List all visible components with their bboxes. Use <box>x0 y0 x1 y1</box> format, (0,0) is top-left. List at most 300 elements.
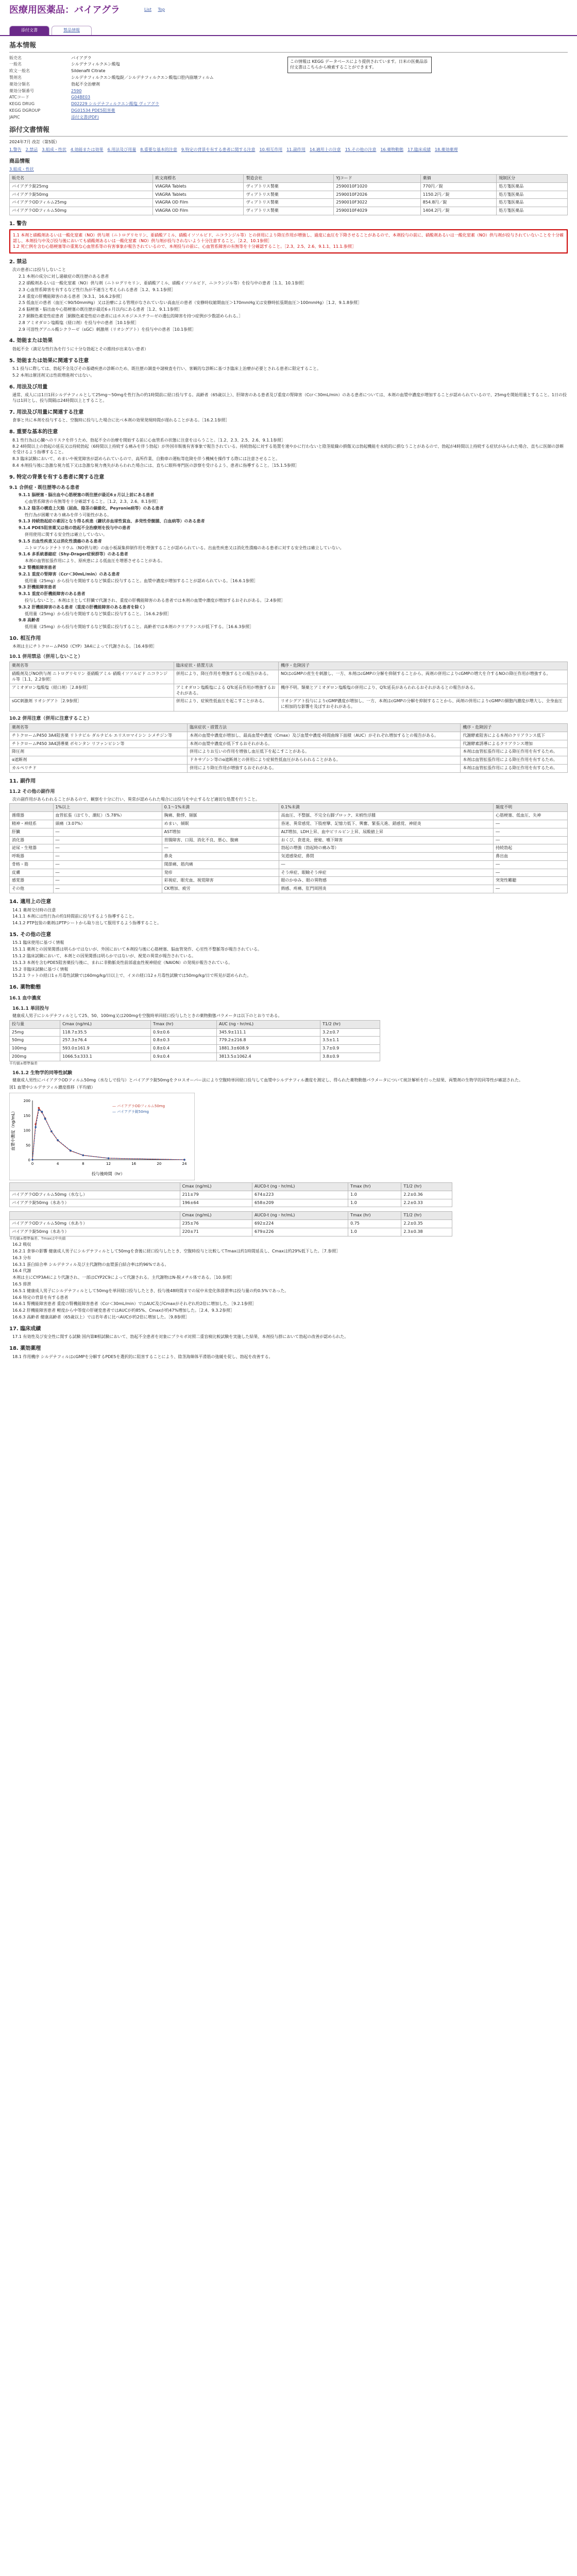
table-cell: 679±226 <box>252 1228 348 1236</box>
table-cell: ― <box>53 885 162 893</box>
toc-link[interactable]: 8.重要な基本的注意 <box>140 147 177 152</box>
list-item: 16.5 排泄 <box>12 1281 31 1286</box>
table-cell: 200mg <box>10 1053 60 1061</box>
table-header: Tmax (hr) <box>348 1182 401 1191</box>
table-cell: 257.3±76.4 <box>60 1037 151 1045</box>
table-cell: 本剤の血漿中濃度が増加し、最高血漿中濃度（Cmax）及び血漿中濃度-時間曲線下面積（AUC）がそれぞれ増加するとの報告がある。 <box>188 732 461 740</box>
toc-link[interactable]: 2.禁忌 <box>25 147 38 152</box>
table-cell: 発疹 <box>162 869 279 877</box>
list-item: 15.1.3 本剤を含むPDE5阻害薬投与後に、まれに非動脈炎性前部虚血性視神経症（NAION）の発現が報告されている。 <box>12 960 233 965</box>
data-point <box>38 1107 40 1109</box>
pharm-text: 18.1 作用機序 シルデナフィルはcGMPを分解するPDE5を選択的に阻害することにより、陰茎海綿体平滑筋の弛緩を促し、勃起を改善する。 <box>12 1354 273 1359</box>
table-cell: 併用によりお互いの作用を増強し血圧低下を起こすことがある。 <box>188 748 461 756</box>
special-heading: 9.1.5 出血性疾患又は消化性潰瘍のある患者 <box>19 538 102 544</box>
data-point <box>31 1159 33 1161</box>
toc-link[interactable]: 10.相互作用 <box>259 147 283 152</box>
table-cell: 658±209 <box>252 1199 348 1207</box>
pk-sub11: 16.1.1 単回投与 <box>12 1006 49 1011</box>
pk-text12: 健康成人男性にバイアグラODフィルム50mg（水なしで投与）とバイアグラ錠50mgをクロスオーバー法により空腹時単回経口投与して血漿中シルデナフィル濃度を測定し、得られた薬物動態パラメータについて統計解析を行った結果、両製剤の生物学的同等性が確認された。 <box>12 1078 523 1083</box>
special-heading: 9.3 肝機能障害患者 <box>19 585 56 590</box>
other-list <box>9 940 568 979</box>
table-cell: 処方箋医薬品 <box>497 199 568 207</box>
list-item: 8.4 本剤投与後に急激な視力低下又は急激な視力喪失があらわれた場合には、直ちに眼科専門医の診察を受けるよう、患者に指導すること。［15.1.5参照］ <box>12 463 299 468</box>
table-cell: 機序不明。類薬とアミオダロン塩酸塩の併用により、QTc延長があらわれるおそれがあるとの報告がある。 <box>278 684 567 698</box>
toc-link[interactable]: 9.特定の背景を有する患者に関する注意 <box>181 147 256 152</box>
table-cell: NOはcGMPの産生を刺激し、一方、本剤はcGMPの分解を抑制することから、両剤の併用によりcGMPの増大を介するNOの降圧作用が増強する。 <box>278 670 567 684</box>
basic-key: 薬効分類番号 <box>9 88 34 93</box>
basic-value: バイアグラ <box>71 55 92 60</box>
table-cell: そう痒症、眼瞼そう痒症 <box>279 869 494 877</box>
table-cell: sGC刺激剤 リオシグアト［2.9参照］ <box>10 698 174 711</box>
package-insert-title: 添付文書情報 <box>9 126 568 137</box>
table-cell: 肝臓 <box>10 828 54 836</box>
table-cell: 0.8±0.4 <box>150 1045 216 1053</box>
toc-link[interactable]: 6.用法及び用量 <box>107 147 137 152</box>
table-cell: ― <box>53 877 162 885</box>
table-cell: バイアグラ錠50mg（水あり） <box>10 1228 180 1236</box>
special-text: 併用使用に関する安全性は確立していない。 <box>25 532 107 537</box>
list-item: 2.2 硝酸剤あるいは一酸化窒素（NO）供与剤（ニトログリセリン、亜硝酸アミル、硝酸イソソルビド、ニコランジル等）を投与中の患者［1.1、10.1参照］ <box>19 280 307 285</box>
product-row <box>10 199 568 207</box>
basic-value[interactable]: 2590 <box>71 88 82 93</box>
table-header: YJコード <box>334 174 420 182</box>
table-header: AUC0-t (ng・hr/mL) <box>252 1212 348 1220</box>
table-cell: 感覚器 <box>10 877 54 885</box>
special-text: 低用量（25mg）から投与を開始するなど慎重に投与すること。高齢者では本剤のクリアランスが低下する。［16.6.3参照］ <box>25 624 254 630</box>
data-point <box>82 1155 84 1157</box>
table-header: AUC (ng・hr/mL) <box>216 1020 320 1028</box>
table-cell: 345.9±111.1 <box>216 1028 320 1037</box>
table-cell: 胃腸障害、口渇、消化不良、悪心、腹痛 <box>162 836 279 844</box>
dosage-notes-title: 7. 用法及び用量に関連する注意 <box>9 409 84 415</box>
table-cell: ― <box>494 860 568 869</box>
be-row <box>10 1191 452 1199</box>
table-header: 製造会社 <box>244 174 334 182</box>
pharm-title: 18. 薬効薬理 <box>9 1346 41 1352</box>
x-tick-label: 0 <box>31 1161 34 1166</box>
special-text: ニトロプルシドナトリウム（NO供与剤）の血小板凝集抑制作用を増強することが認められている。出血性疾患又は消化性潰瘍のある患者に対する安全性は確立していない。 <box>25 545 344 550</box>
table-header: T1/2 (hr) <box>401 1182 452 1191</box>
list-item: 15.2 非臨床試験に基づく情報 <box>12 967 69 972</box>
basic-key: 製剤名 <box>9 75 22 80</box>
special-heading: 9.1.6 多系統萎縮症（Shy-Drager症候群等）のある患者 <box>19 552 128 557</box>
table-cell: 3813.5±1062.4 <box>216 1053 320 1061</box>
y-tick-label: 200 <box>23 1098 30 1103</box>
basic-value: Sildenafil Citrate <box>71 69 106 74</box>
list-item: 15.1.2 臨床試験において、本剤との因果関係は明らかではないが、視覚の異常が報告されている。 <box>12 954 196 959</box>
dosage-text: 通常、成人には1日1回シルデナフィルとして25mg～50mgを性行為の約1時間前に経口投与する。高齢者（65歳以上）、肝障害のある患者及び重度の腎障害（Ccr＜30mL/min）のある患者については、本剤の血漿中濃度が増加することが認められているので、25mgを開始用量とすること。1日の投与は1回とし、投与間隔は24時間以上とすること。 <box>12 393 567 403</box>
table-cell: 硝酸剤及びNO供与剤 ニトログリセリン 亜硝酸アミル 硝酸イソソルビド ニコランジル等［1.1、2.2参照］ <box>10 670 174 684</box>
table-cell: ALT増加、LDH上昇、血中ビリルビン上昇、尿酸値上昇 <box>279 828 494 836</box>
table-cell: ヴィアトリス製薬 <box>244 207 334 215</box>
y-axis-label: 血漿中濃度（ng/mL） <box>11 1109 15 1151</box>
table-cell: 235±76 <box>180 1220 252 1228</box>
table-cell: 0.9±0.4 <box>150 1053 216 1061</box>
basic-key: 販売名 <box>9 55 22 60</box>
table-cell: 854.8円／錠 <box>420 199 496 207</box>
table-header: Cmax (ng/mL) <box>180 1182 252 1191</box>
table-cell: 本剤は血管拡張作用による降圧作用を有するため。 <box>461 748 568 756</box>
list-item: 8.1 性行為は心臓へのリスクを伴うため、勃起不全の治療を開始する前に心血管系の状態に注意をはらうこと。［1.2、2.3、2.5、2.6、9.1.1参照］ <box>12 437 286 443</box>
adverse-row <box>10 828 568 836</box>
table-cell: めまい、傾眠 <box>162 820 279 828</box>
list-item: 16.5.1 健康成人男子にシルデナフィルとして50mgを単回経口投与したとき、投与後48時間までの尿中未変化体排泄率は投与量の約0.5%であった。 <box>12 1288 289 1293</box>
table-header <box>10 1182 180 1191</box>
x-tick-label: 20 <box>157 1161 162 1166</box>
table-cell: ヴィアトリス製薬 <box>244 191 334 199</box>
x-tick-label: 16 <box>131 1161 137 1166</box>
table-cell: 0.75 <box>348 1220 401 1228</box>
section-toc <box>9 147 568 153</box>
data-point <box>108 1157 110 1159</box>
be-row <box>10 1220 452 1228</box>
pk-more-list <box>9 1242 568 1320</box>
table-cell: 併用により降圧作用が増強するおそれがある。 <box>188 765 461 773</box>
list-item: 8.2 4時間以上の勃起の延長又は持続勃起（6時間以上持続する痛みを伴う勃起）が外国市販後有害事象で報告されている。持続勃起に対する処置を速やかに行わないと陰茎組織の損傷又は勃起機能を永続的に損なうことがあるので、勃起が4時間以上持続する症状がみられた場合、直ちに医師の診断を受けるよう指導すること。 <box>12 444 564 455</box>
revision-date: 2024年7月 改訂（第5版） <box>9 140 60 145</box>
chart-caption: 図1 血漿中シルデナフィル濃度推移（平均値） <box>9 1085 95 1090</box>
data-point <box>50 1130 53 1132</box>
table-cell: 精神・神経系 <box>10 820 54 828</box>
table-cell: 2590010F1020 <box>334 182 420 191</box>
x-tick-label: 8 <box>82 1161 84 1166</box>
adverse-row <box>10 860 568 869</box>
list-item: 16.6.2 肝機能障害患者 軽度から中等度の肝硬変患者ではAUCが約85%、Cmaxが約47%増加した。［2.4、9.3.2参照］ <box>12 1308 235 1313</box>
kegg-notebox: この情報は KEGG データベースにより提供されています。日米の医薬品添付文書はこちらから検索することができます。 <box>287 57 432 73</box>
data-point <box>70 1149 72 1151</box>
toc-link[interactable]: 3.組成・性状 <box>42 147 66 152</box>
table-cell: 熱感、疼痛、肛門周囲炎 <box>279 885 494 893</box>
warning-title: 1. 警告 <box>9 221 27 227</box>
table-cell: 高血圧、不整脈、不完全右脚ブロック、末梢性浮腫 <box>279 812 494 820</box>
table-cell: 代謝酵素阻害による本剤のクリアランス低下 <box>461 732 568 740</box>
table-cell: 2.2±0.36 <box>401 1191 452 1199</box>
table-cell: 593.0±161.9 <box>60 1045 151 1053</box>
y-tick-label: 150 <box>23 1113 30 1118</box>
pk-text11: 健康成人男子にシルデナフィルとして25、50、100mg又は200mgを空腹時単回経口投与したときの薬物動態パラメータは以下のとおりである。 <box>12 1013 282 1019</box>
table-header: 販売名 <box>10 174 153 182</box>
adverse-table <box>9 803 568 893</box>
table-cell: その他 <box>10 885 54 893</box>
table-cell: チトクロームP450 3A4阻害薬 リトナビル ダルナビル エリスロマイシン シメチジン等 <box>10 732 188 740</box>
table-cell: 196±64 <box>180 1199 252 1207</box>
table-cell: ドキサゾシン等のα遮断剤との併用により症候性低血圧があらわれることがある。 <box>188 756 461 765</box>
table-cell: 骨格・筋 <box>10 860 54 869</box>
interaction-row <box>10 765 568 773</box>
table-cell: ― <box>53 853 162 861</box>
table-cell: 1881.3±608.9 <box>216 1045 320 1053</box>
list-item: 16.3.1 蛋白結合率 シルデナフィル及び主代謝物の血漿蛋白結合率は約96%である。 <box>12 1262 169 1267</box>
table-header: Cmax (ng/mL) <box>180 1212 252 1220</box>
list-item: 2.8 アミオダロン塩酸塩（経口剤）を投与中の患者［10.1参照］ <box>19 320 139 325</box>
table-header: 薬剤名等 <box>10 662 174 670</box>
table-cell: ― <box>53 860 162 869</box>
table-header: AUC0-t (ng・hr/mL) <box>252 1182 348 1191</box>
adverse-row <box>10 820 568 828</box>
adverse-title: 11. 副作用 <box>9 778 36 784</box>
basic-key: 欧文一般名 <box>9 69 30 74</box>
basic-key: 一般名 <box>9 62 22 67</box>
table-cell: 本剤は血管拡張作用による降圧作用を有するため。 <box>461 756 568 765</box>
x-tick-label: 12 <box>106 1161 111 1166</box>
interactions-title: 10. 相互作用 <box>9 635 41 641</box>
table-cell: 昏迷、異常感覚、下肢痙攣、記憶力低下、興奮、緊張亢進、錯感覚、神経炎 <box>279 820 494 828</box>
table-cell: ― <box>494 869 568 877</box>
table-cell: ヴィアトリス製薬 <box>244 199 334 207</box>
table-cell: 1150.2円／錠 <box>420 191 496 199</box>
table-header: T1/2 (hr) <box>401 1212 452 1220</box>
basic-value: シルデナフィルクエン酸塩錠／シルデナフィルクエン酸塩口腔内崩壊フィルム <box>71 75 214 80</box>
adverse-row <box>10 853 568 861</box>
toc-link[interactable]: 16.薬物動態 <box>380 147 404 152</box>
table-header: 機序・危険因子 <box>278 662 567 670</box>
table-cell: ヴィアトリス製薬 <box>244 182 334 191</box>
tab-package-insert[interactable]: 添付文書 <box>9 26 49 35</box>
table-cell: アミオダロン塩酸塩による QTc延長作用が増強するおそれがある。 <box>174 684 278 698</box>
table-cell: 0.9±0.6 <box>150 1028 216 1037</box>
special-heading: 9.2.1 重度の腎障害（Ccr＜30mL/min）のある患者 <box>19 571 120 577</box>
table-cell: 3.7±0.9 <box>320 1045 380 1053</box>
table-cell: 併用により、症候性低血圧を起こすことがある。 <box>174 698 278 711</box>
table-cell: ― <box>494 836 568 844</box>
data-point <box>41 1111 43 1113</box>
table-cell: CK増加、疲労 <box>162 885 279 893</box>
indication-text: 勃起不全（満足な性行為を行うに十分な勃起とその維持が出来ない患者） <box>12 346 148 351</box>
table-cell: VIAGRA Tablets <box>153 191 244 199</box>
pk-row <box>10 1053 380 1061</box>
list-item: 16.6.1 腎機能障害患者 重度の腎機能障害患者（Ccr＜30mL/min）ではAUC及びCmaxがそれぞれ約2倍に増加した。［9.2.1参照］ <box>12 1301 257 1307</box>
toc-link[interactable]: 11.副作用 <box>286 147 306 152</box>
table-cell: バイアグラODフィルム50mg（水あり） <box>10 1220 180 1228</box>
interaction-row <box>10 740 568 748</box>
list-item: 14.1.2 PTP包装の薬剤はPTPシートから取り出して服用するよう指導すること。 <box>12 921 162 926</box>
application-list <box>9 908 568 926</box>
table-header: 臨床症状・措置方法 <box>188 724 461 732</box>
table-cell: リオシグアト投与によりcGMP濃度が増加し、一方、本剤はcGMPの分解を抑制することから、両剤の併用によりcGMPの細胞内濃度が増大し、全身血圧に相加的な影響を及ぼすおそれがある。 <box>278 698 567 711</box>
list-item: 15.1.1 薬剤との因果関係は明らかではないが、外国において本剤投与後に心筋梗塞、脳血管発作、心室性不整脈等が報告されている。 <box>12 947 262 952</box>
table-cell: 1404.2円／錠 <box>420 207 496 215</box>
pk-note: 平均値±標準偏差 <box>9 1061 38 1065</box>
table-cell: α遮断剤 <box>10 756 188 765</box>
basic-value[interactable]: G04BE03 <box>71 95 91 100</box>
special-title: 9. 特定の背景を有する患者に関する注意 <box>9 474 105 480</box>
pk-row <box>10 1037 380 1045</box>
basic-value[interactable]: D02229 シルデナフィルクエン酸塩 ヴィアグラ <box>71 101 159 107</box>
table-cell: 血管拡張（ほてり、潮紅）（5.78%） <box>53 812 162 820</box>
list-item: 15.1 臨床使用に基づく情報 <box>12 940 64 945</box>
toc-link[interactable]: 18.薬効薬理 <box>434 147 458 152</box>
indication-title: 4. 効能または効果 <box>9 338 53 344</box>
table-cell: AST増加 <box>162 828 279 836</box>
table-header <box>10 1212 180 1220</box>
list-item: 本剤は主にCYP3A4により代謝され、一部はCYP2C9によって代謝される。主代謝物はN-脱メチル体である。［10.参照］ <box>12 1275 235 1280</box>
adverse-intro: 次の副作用があらわれることがあるので、観察を十分に行い、異常が認められた場合には投与を中止するなど適切な処置を行うこと。 <box>12 796 260 802</box>
table-cell: 50mg <box>10 1037 60 1045</box>
table-cell: ― <box>279 860 494 869</box>
contraindications-list <box>15 274 568 332</box>
table-cell: 併用により、降圧作用を増強するとの報告がある。 <box>174 670 278 684</box>
table-header: T1/2 (hr) <box>320 1020 380 1028</box>
product-row <box>10 191 568 199</box>
table-cell: 本剤の血漿中濃度が低下するおそれがある。 <box>188 740 461 748</box>
special-heading: 9.8 高齢者 <box>19 618 40 623</box>
table-cell: バイアグラODフィルム50mg <box>10 207 153 215</box>
table-cell: 皮膚 <box>10 869 54 877</box>
list-item: 2.1 本剤の成分に対し過敏症の既往歴のある患者 <box>19 274 109 279</box>
table-cell: チトクロームP450 3A4誘導薬 ボセンタン リファンピシン等 <box>10 740 188 748</box>
list-item: 16.2 吸収 <box>12 1242 31 1247</box>
toc-link[interactable]: 15.その他の注意 <box>345 147 377 152</box>
toc-link[interactable]: 17.臨床成績 <box>408 147 431 152</box>
table-cell: 関節痛、筋肉痛 <box>162 860 279 869</box>
list-item: 16.6.3 高齢者 健康高齢者（65歳以上）では若年者に比べAUCが約2倍に増加した。［9.8参照］ <box>12 1314 190 1319</box>
table-header: 1%以上 <box>53 804 162 812</box>
table-cell: バイアグラ錠50mg <box>10 191 153 199</box>
special-heading: 9.1.4 PDE5阻害薬又は他の勃起不全治療剤を投与中の患者 <box>19 526 131 531</box>
basic-key: KEGG DRUG <box>9 101 35 107</box>
table-header: 0.1%未満 <box>279 804 494 812</box>
toc-link[interactable]: 4.効能または効果 <box>70 147 104 152</box>
list-item: 15.2.1 ラットの経口1ヵ月毒性試験では60mg/kg/日以上で、イヌの経口12ヵ月毒性試験では50mg/kg/日で所見が認められた。 <box>12 973 251 978</box>
table-header: 機序・危険因子 <box>461 724 568 732</box>
table-header: 0.1～1%未満 <box>162 804 279 812</box>
table-cell: 処方箋医薬品 <box>497 182 568 191</box>
y-tick-label: 0 <box>28 1158 30 1162</box>
contraindicated-combo-table <box>9 662 568 711</box>
interaction-row <box>10 732 568 740</box>
basic-value[interactable]: 添付文書(PDF) <box>71 114 99 120</box>
table-header: 欧文商標名 <box>153 174 244 182</box>
table-cell: 消化器 <box>10 836 54 844</box>
interaction-row <box>10 684 568 698</box>
table-cell: 25mg <box>10 1028 60 1037</box>
table-cell: 頭痛（3.07%） <box>53 820 162 828</box>
table-cell: 3.2±0.7 <box>320 1028 380 1037</box>
table-cell: 代謝酵素誘導によるクリアランス増加 <box>461 740 568 748</box>
table-cell: VIAGRA OD Film <box>153 207 244 215</box>
table-cell: 2590010F3022 <box>334 199 420 207</box>
table-cell: 0.8±0.3 <box>150 1037 216 1045</box>
product-row <box>10 207 568 215</box>
data-point <box>35 1126 37 1128</box>
interactions-intro: 本剤は主にチトクロームP450（CYP）3A4によって代謝される。［16.4参照］ <box>12 644 157 649</box>
tab-bar <box>9 26 92 35</box>
table-cell: 彩視症、眼充血、視覚障害 <box>162 877 279 885</box>
data-point <box>57 1139 59 1141</box>
x-axis-label: 投与後時間（hr） <box>91 1171 125 1176</box>
special-heading: 9.3.2 肝機能障害のある患者（重度の肝機能障害のある患者を除く） <box>19 604 147 609</box>
special-text: 低用量（25mg）から投与を開始するなど慎重に投与すること。［16.6.2参照］ <box>25 611 172 616</box>
table-cell: 100mg <box>10 1045 60 1053</box>
table-cell: 1.0 <box>348 1228 401 1236</box>
list-item: 2.3 心血管系障害を有するなど性行為が不適当と考えられる患者［1.2、9.1.1参照］ <box>19 287 176 292</box>
interaction-row <box>10 756 568 765</box>
table-cell: 循環器 <box>10 812 54 820</box>
special-list <box>15 493 568 630</box>
special-text: 性行為が困難であり痛みを伴う可能性がある。 <box>25 512 111 517</box>
clinical-title: 17. 臨床成績 <box>9 1326 41 1332</box>
dosage-title: 6. 用法及び用量 <box>9 384 48 390</box>
top-link[interactable]: Top <box>158 7 165 12</box>
table-cell: VIAGRA Tablets <box>153 182 244 191</box>
table-cell: 2590010F2026 <box>334 191 420 199</box>
table-cell: 770円／錠 <box>420 182 496 191</box>
y-tick-label: 50 <box>26 1143 30 1148</box>
table-cell: 気道感染症、鼻閉 <box>279 853 494 861</box>
table-cell: 本剤は血管拡張作用による降圧作用を有するため。 <box>461 765 568 773</box>
application-title: 14. 適用上の注意 <box>9 899 52 905</box>
table-cell: 2590010F4029 <box>334 207 420 215</box>
table-cell: 勃起の増強（勃起時の痛み等） <box>279 844 494 853</box>
list-item: 2.5 低血圧の患者（血圧＜90/50mmHg）又は治療による管理がなされていない高血圧の患者（安静時収縮期血圧＞170mmHg又は安静時拡張期血圧＞100mmHg）［1.2、9.1.8参照］ <box>19 300 362 306</box>
table-header: 薬剤名等 <box>10 724 188 732</box>
table-header: Tmax (hr) <box>150 1020 216 1028</box>
table-cell: ― <box>494 828 568 836</box>
table-cell: 処方箋医薬品 <box>497 207 568 215</box>
list-item: 2.4 重度の肝機能障害のある患者［9.3.1、16.6.2参照］ <box>19 294 125 299</box>
list-link[interactable]: List <box>144 7 151 12</box>
special-text: 本剤の血管拡張作用により、原疾患による低血圧を増悪させることがある。 <box>25 558 165 564</box>
special-heading: 9.1.2 陰茎の構造上欠陥（屈曲、陰茎の線維化、Peyronie病等）のある患者 <box>19 505 164 511</box>
contraindications-title: 2. 禁忌 <box>9 259 27 265</box>
adverse-row <box>10 836 568 844</box>
caution-combo-table <box>9 723 568 773</box>
table-header <box>10 804 54 812</box>
table-header: 薬価 <box>420 174 496 182</box>
products-subtitle[interactable]: 3.組成・性状 <box>9 167 34 172</box>
table-cell: ― <box>162 844 279 853</box>
table-cell: 1.0 <box>348 1199 401 1207</box>
toc-link[interactable]: 14.適用上の注意 <box>309 147 341 152</box>
important-list <box>9 438 568 469</box>
table-cell: カルペリチド <box>10 765 188 773</box>
page-title: 医療用医薬品：バイアグラ <box>9 5 120 15</box>
list-item: 14.1 薬剤交付時の注意 <box>12 907 56 912</box>
be-row <box>10 1228 452 1236</box>
indication-note: 5.2 本剤は催淫剤又は性欲増進剤ではない。 <box>12 372 95 378</box>
basic-key: KEGG DGROUP <box>9 108 41 113</box>
table-cell: 3.8±0.9 <box>320 1053 380 1061</box>
list-item: 14.1.1 本剤には性行為の約1時間前に投与するよう指導すること。 <box>12 914 137 919</box>
toc-link[interactable]: 1.警告 <box>9 147 22 152</box>
table-cell: ― <box>53 869 162 877</box>
warning-box <box>9 229 568 253</box>
be-table-2 <box>9 1211 452 1236</box>
table-cell: バイアグラ錠25mg <box>10 182 153 191</box>
table-cell: 処方箋医薬品 <box>497 191 568 199</box>
pk-table <box>9 1020 380 1061</box>
warning-line: 1.1 本剤と硝酸剤あるいは一酸化窒素（NO）供与剤（ニトログリセリン、亜硝酸アミル、硝酸イソソルビド、ニコランジル等）との併用により降圧作用が増強し、過度に血圧を下降させることがあるので、本剤投与の前に、硝酸剤あるいは一酸化窒素（NO）供与剤が投与されていないことを十分確認し、本剤投与中及び投与後においても硝酸剤あるいは一酸化窒素（NO）供与剤が投与されないよう十分注意すること。［2.2、10.1参照］ <box>13 233 564 244</box>
adverse-row <box>10 877 568 885</box>
pk-row <box>10 1045 380 1053</box>
basic-key: JAPIC <box>9 114 20 120</box>
be-note: 平均値±標準偏差、Tmaxは中央値 <box>9 1236 66 1241</box>
list-item: 8.3 臨床試験において、めまいや視覚障害が認められているので、高所作業、自動車の運転等危険を伴う機械を操作する際には注意させること。 <box>12 456 280 461</box>
table-cell: おくび、食道炎、便秘、嚥下障害 <box>279 836 494 844</box>
x-tick-label: 24 <box>182 1161 187 1166</box>
tab-product-info[interactable]: 製品情報 <box>52 26 92 35</box>
table-header: Cmax (ng/mL) <box>60 1020 151 1028</box>
warning-line: 1.2 死亡例を含む心筋梗塞等の重篤な心血管系等の有害事象が報告されているので、本剤投与の前に、心血管系障害の有無等を十分確認すること。［2.3、2.5、2.6、9.1.1、11.1.参照］ <box>13 244 356 249</box>
basic-key: 薬効分類名 <box>9 81 30 87</box>
interactions-sub2: 10.2 併用注意（併用に注意すること） <box>9 716 92 721</box>
interaction-row <box>10 748 568 756</box>
table-cell: ― <box>53 844 162 853</box>
pk-line-chart <box>9 1093 195 1180</box>
basic-value[interactable]: DG01534 PDE5阻害薬 <box>71 108 115 113</box>
table-cell: 674±223 <box>252 1191 348 1199</box>
clinical-text: 17.1 有効性及び安全性に関する試験 国内第Ⅲ相試験において、勃起不全患者を対象にプラセボ対照二重盲検比較試験を実施した結果、本剤投与群において勃起の改善が認められた。 <box>12 1334 349 1340</box>
